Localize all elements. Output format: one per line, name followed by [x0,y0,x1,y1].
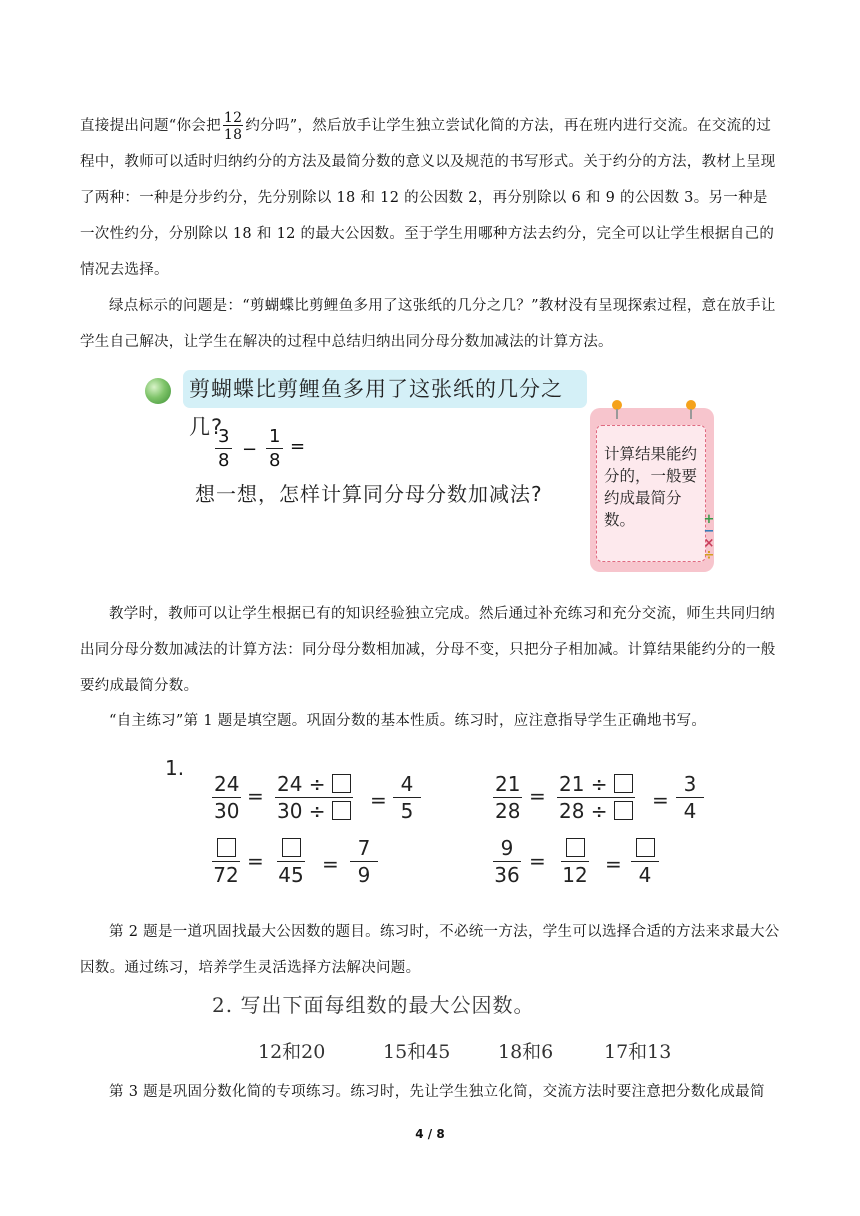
numerator-text: 21 ÷ [559,772,608,796]
numerator: 21 [495,772,521,796]
exercise-1-figure [0,750,860,900]
fraction-blank [212,838,240,885]
paragraph-4: “自主练习”第 1 题是填空题。巩固分数的基本性质。练习时，应注意指导学生正确地书写。 [109,713,707,729]
denominator: 4 [683,799,697,823]
fraction [212,774,241,821]
numerator: 1 [266,428,283,449]
denominator: 28 [495,799,521,823]
numerator [561,838,589,862]
times-icon: × [703,536,715,551]
number-pair: 17和13 [604,1041,672,1063]
textbook-figure-question [145,370,725,580]
fraction-blank [275,774,353,821]
note-frame [596,425,706,562]
numerator: 4 [393,774,421,798]
exercise-number: 1. [165,756,185,780]
numerator: 12 [223,109,243,126]
blank-box[interactable] [566,838,585,857]
equals-sign: = [247,784,264,808]
fraction [493,838,521,885]
denominator: 45 [278,863,304,887]
numerator: 24 [214,772,240,796]
numerator [212,838,240,862]
note-text: 计算结果能约分的，一般要约成最简分数。 [604,445,698,529]
equals-sign: = [370,788,387,812]
equals-sign: = [290,436,306,457]
denominator-text: 28 ÷ [559,799,608,823]
numerator-text: 24 ÷ [277,772,326,796]
divide-icon: ÷ [703,548,715,563]
denominator: 8 [269,450,281,471]
math-operators-icon [702,514,716,562]
denominator: 5 [400,799,414,823]
numerator: 9 [493,838,521,862]
blank-box[interactable] [332,801,351,820]
minus-icon: − [703,524,715,539]
equals-sign: = [322,852,339,876]
blank-box[interactable] [282,838,301,857]
fraction-12-18 [223,111,243,142]
blank-box[interactable] [614,774,633,793]
denominator-text: 30 ÷ [277,799,326,823]
fraction-blank [561,838,589,885]
denominator: 72 [213,863,239,887]
fraction [676,774,704,821]
p1-before: 直接提出问题“你会把 [80,118,221,134]
number-pair: 18和6 [498,1041,554,1063]
denominator: 30 [214,799,240,823]
paragraph-2: 绿点标示的问题是：“剪蝴蝶比剪鲤鱼多用了这张纸的几分之几？”教材没有呈现探索过程，意在放手让学生自己解决，让学生在解决的过程中总结归纳出同分母分数加减法的计算方法。 [80,298,776,350]
number-pair: 15和45 [383,1041,451,1063]
equals-sign: = [529,784,546,808]
blank-box[interactable] [332,774,351,793]
denominator: 4 [638,863,652,887]
think-prompt: 想一想，怎样计算同分母分数加减法? [195,482,543,506]
denominator [277,798,351,821]
numerator: 7 [350,838,378,862]
fraction-3-8 [215,428,232,470]
number-pair: 12和20 [258,1041,326,1063]
paragraph-5: 第 2 题是一道巩固找最大公因数的题目。练习时，不必统一方法，学生可以选择合适的方法来求最大公因数。通过练习，培养学生灵活选择方法解决问题。 [80,924,780,976]
denominator: 12 [562,863,588,887]
blank-box[interactable] [614,801,633,820]
equals-sign: = [652,788,669,812]
paragraph-3: 教学时，教师可以让学生根据已有的知识经验独立完成。然后通过补充练习和充分交流，师生共同归纳出同分母分数加减法的计算方法：同分母分数相加减，分母不变，只把分子相加减。计算结果能约分的一般要约成最简分数。 [80,606,776,694]
exercise-2-title: 2. 写出下面每组数的最大公因数。 [212,993,535,1017]
numerator [631,838,659,862]
numerator: 3 [215,428,232,449]
denominator: 36 [494,863,520,887]
denominator [559,798,633,821]
pushpin-icon [686,400,696,410]
denominator: 8 [218,450,230,471]
numerator [557,774,635,798]
fraction-1-8 [266,428,283,470]
pushpin-icon [612,400,622,410]
fraction [493,774,522,821]
numerator [277,838,305,862]
equals-sign: = [247,849,264,873]
paragraph-1 [80,108,780,288]
plus-icon: + [703,512,715,527]
equals-sign: = [529,849,546,873]
page-number: 4 / 8 [415,1127,445,1141]
blank-box[interactable] [217,838,236,857]
green-dot-icon [145,378,171,404]
sticky-note [590,408,714,572]
fraction-blank [557,774,635,821]
question-banner: 剪蝴蝶比剪鲤鱼多用了这张纸的几分之几? [183,370,587,408]
numerator: 3 [676,774,704,798]
fraction-blank [631,838,659,885]
exercise-2-figure [0,985,860,1065]
equals-sign: = [605,852,622,876]
numerator [275,774,353,798]
fraction [393,774,421,821]
fraction-blank [277,838,305,885]
paragraph-6: 第 3 题是巩固分数化简的专项练习。练习时，先让学生独立化简，交流方法时要注意把分数化成最简 [109,1084,765,1100]
denominator: 18 [223,126,243,143]
minus-sign: − [242,439,258,460]
p1-after: 约分吗”，然后放手让学生独立尝试化简的方法，再在班内进行交流。在交流的过程中，教师可以适时归纳约分的方法及最简分数的意义以及规范的书写形式。关于约分的方法，教材上呈现了两种：一种是分步约分，先分别除以 18 和 12 的公因数 2，再分别除以 6 和 9 的公因数 3。另一种是一次性约分，分别除以 18 和 12 的最大公因数。至于学生用哪种方法去约分，完全可以让学生根据自己的情况去选择。 [80,118,776,278]
denominator: 9 [357,863,371,887]
blank-box[interactable] [636,838,655,857]
fraction [350,838,378,885]
